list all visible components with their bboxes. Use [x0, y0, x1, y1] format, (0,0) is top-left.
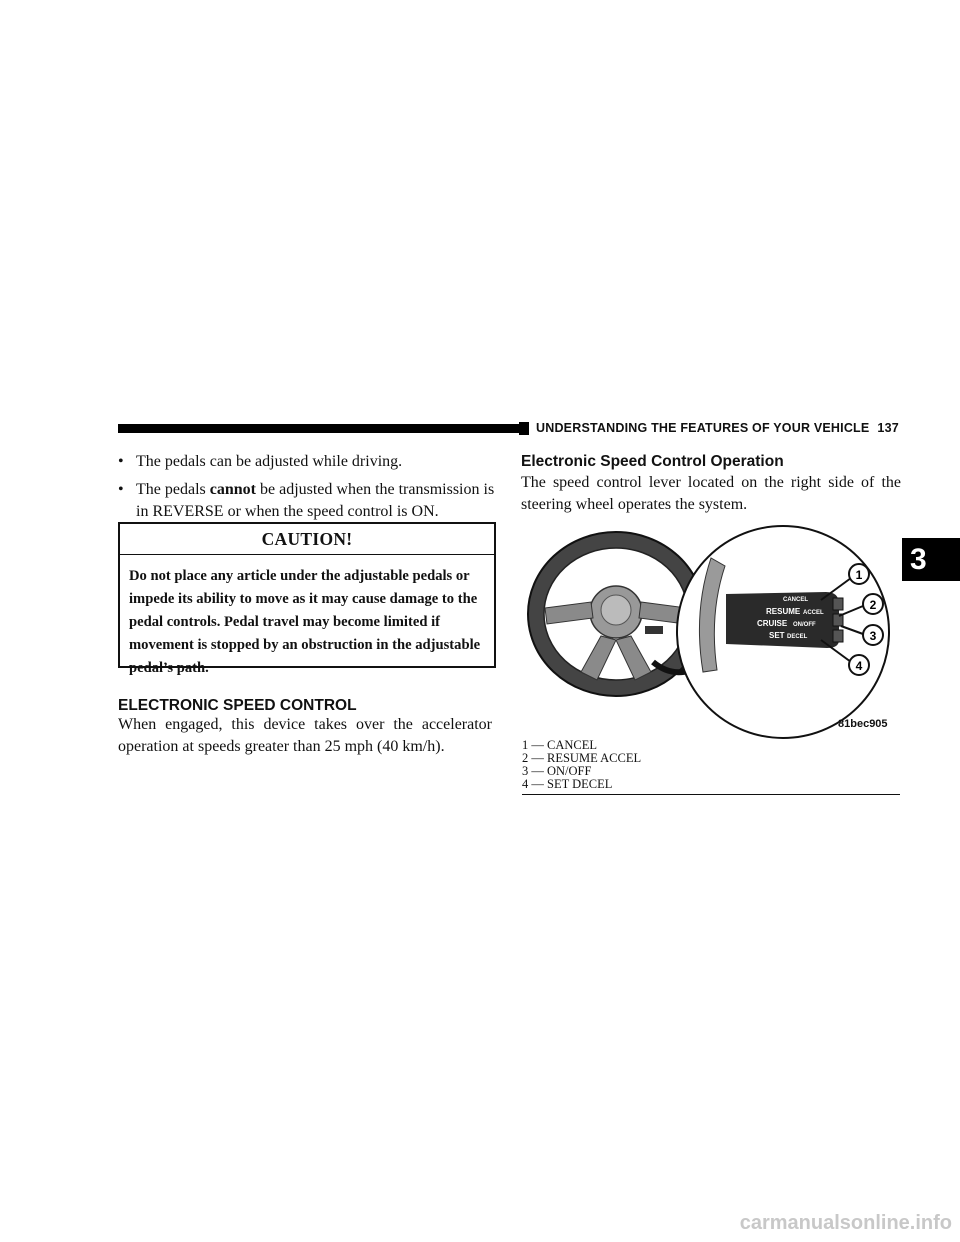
lever-resume-label: RESUME [766, 607, 801, 616]
section-paragraph: When engaged, this device takes over the accelerator operation at speeds greater than 25 mph (40 km/h). [118, 716, 492, 755]
lever-cancel-label: CANCEL [783, 597, 808, 603]
watermark: carmanualsonline.info [739, 1212, 952, 1234]
bullet-text-emphasis: cannot [209, 481, 256, 498]
bullet-icon: • [118, 453, 124, 470]
callout-3: 3 [869, 629, 877, 643]
bullet-item [118, 451, 498, 473]
callout-1: 1 [855, 568, 863, 582]
lever-decel-label: DECEL [787, 634, 808, 640]
lever-onoff-label: ON/OFF [793, 622, 816, 628]
bullet-text-pre: The pedals [136, 481, 210, 498]
legend-item: 3 — ON/OFF [522, 764, 592, 778]
caution-title: CAUTION! [120, 524, 494, 555]
caution-text: Do not place any article under the adjustable pedals or impede its ability to move as it may cause damage to the pedal controls. Pedal travel may become limited if movement is stopped by an obstruction in the adjustable pedal’s path. [129, 568, 481, 676]
callout-4: 4 [855, 659, 863, 673]
subheading-paragraph: The speed control lever located on the right side of the steering wheel operates the system. [521, 474, 901, 513]
steering-wheel-illustration [521, 522, 901, 744]
section-heading: ELECTRONIC SPEED CONTROL [118, 697, 357, 714]
figure-code: 81bec905 [838, 718, 888, 730]
callout-2: 2 [869, 598, 877, 612]
legend-item: 4 — SET DECEL [522, 777, 613, 791]
legend-item: 2 — RESUME ACCEL [522, 751, 642, 765]
bullet-text-post: be adjusted when the transmission is in REVERSE or when the speed control is ON. [136, 481, 495, 520]
lever-accel-label: ACCEL [803, 610, 824, 616]
lever-set-label: SET [769, 631, 785, 640]
section-title: UNDERSTANDING THE FEATURES OF YOUR VEHICLE [536, 421, 870, 435]
running-header [536, 421, 902, 437]
subheading: Electronic Speed Control Operation [521, 453, 784, 470]
chapter-tab: 3 [902, 538, 960, 581]
bullet-text [136, 479, 498, 523]
bullet-icon: • [118, 481, 124, 498]
header-rule-block [519, 422, 529, 435]
legend-rule [522, 794, 900, 795]
page-number: 137 [877, 421, 899, 435]
bullet-item [118, 479, 498, 523]
figure-legend [522, 739, 900, 791]
legend-item: 1 — CANCEL [522, 738, 597, 752]
lever-cruise-label: CRUISE [757, 619, 788, 628]
caution-box [118, 522, 496, 676]
header-rule [118, 424, 520, 433]
bullet-text: The pedals can be adjusted while driving. [136, 453, 403, 470]
